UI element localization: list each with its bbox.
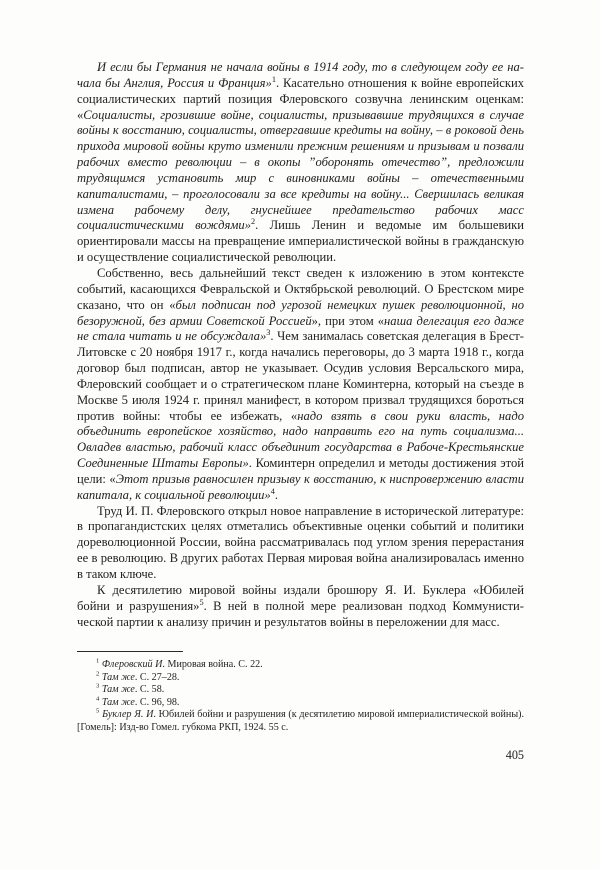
footnote-item: $^2$ Там же. С. 27–28. bbox=[96, 670, 180, 683]
footnote-item: $^5$ Буклер Я. И. Юбилей бойни и разрушения (к десятилетию мировой империалистической войны). [Гомель]: Изд-во Гомел. губкома РКП, 1924. 55 с. bbox=[77, 708, 524, 733]
footnote-marker: 1 bbox=[96, 657, 100, 665]
body-text-column bbox=[77, 60, 524, 630]
footnote-separator-rule bbox=[77, 651, 183, 652]
page-number: 405 bbox=[505, 748, 524, 762]
footnote-item: $^3$ Там же. С. 58. bbox=[96, 682, 165, 696]
footnote-marker: 3 bbox=[96, 682, 100, 690]
paragraph-3: Труд И. П. Флеровского открыл новое направление в исторической литературе: в пропагандистских целях отметались объективные оценки событий и политики дореволюционной России, война рассматривалась под углом зрения перерастания ее в революцию. В других работах Первая мировая война анализировалась именно в таком ключе. bbox=[77, 503, 524, 581]
paragraph-1: И если бы Германия не начала войны в 1914 году, то в следующем году ее начала бы Англия, Россия и Франция»$^1$. Касательно отношения к войне европейских социалистических партий позиция Флеровского созвучна ленинским оценкам: «Социалисты, грозившие войне, социалисты, призывавшие трудящихся в случае войны к восстанию, социалисты, отвергавшие кредиты на войну, – в роковой день прихода мировой войны круто изменили прежним решениям и призывам и позвали рабочих вместо революции – в окопы ”оборонять отечество”, предложили трудящимся установить мир с виновниками войны – отечественными капиталистами, – проголосовали за все кредиты на войну... Свершилась великая измена рабочему делу, гнуснейшее предательство рабочих масс социалистическими вождями»$^2$. Лишь Ленин и ведомые им большевики ориентировали массы на превращение империалистической войны в гражданскую и осуществление социалистической революции. bbox=[77, 60, 524, 265]
footnote-item: $^4$ Там же. С. 96, 98. bbox=[96, 695, 180, 708]
paragraph-2: Собственно, весь дальнейший текст сведен к изложению в этом контексте событий, касающихся Февральской и Октябрьской революций. О Брестском мире сказано, что он «был подписан под угрозой немецких пушек революционной, но безоружной, без армии Советской Россией», при этом «наша делегация его даже не стала читать и не обсуждала»$^3$. Чем занималась советская делегация в Брест-Литовске с 20 ноября 1917 г., когда начались переговоры, до 3 марта 1918 г., когда договор был подписан, автор не указывает. Осудив условия Версальского мира, Флеровский сообщает и о стратегическом плане Коминтерна, который на съезде в Москве 5 июля 1924 г. принял манифест, в котором призвал трудящихся бороться против войны: чтобы ее избежать, «надо взять в свои руки власть, надо объединить европейское хозяйство, надо направить его на путь социализма... Овладев властью, рабочий класс объединит государства в Рабоче-Крестьянские Соединенные Штаты Европы». Коминтерн определил и методы достижения этой цели: «Этот призыв равносилен призыву к восстанию, к ниспровержению власти капитала, к социальной революции»$^4$. bbox=[77, 265, 524, 502]
footnote-item: $^1$ Флеровский И. Мировая война. С. 22. bbox=[96, 657, 263, 670]
footnote-marker: 2 bbox=[96, 670, 100, 678]
footnote-marker: 5 bbox=[96, 708, 100, 716]
footnote-list bbox=[77, 659, 524, 735]
footnote-marker: 4 bbox=[96, 695, 100, 703]
paragraph-4: К десятилетию мировой войны издали брошюру Я. И. Буклера «Юбилей бойни и разрушения»$^5$. В ней в полной мере реализован подход Коммунистической партии к анализу причин и результатов войны в переложении для масс. bbox=[77, 582, 524, 629]
